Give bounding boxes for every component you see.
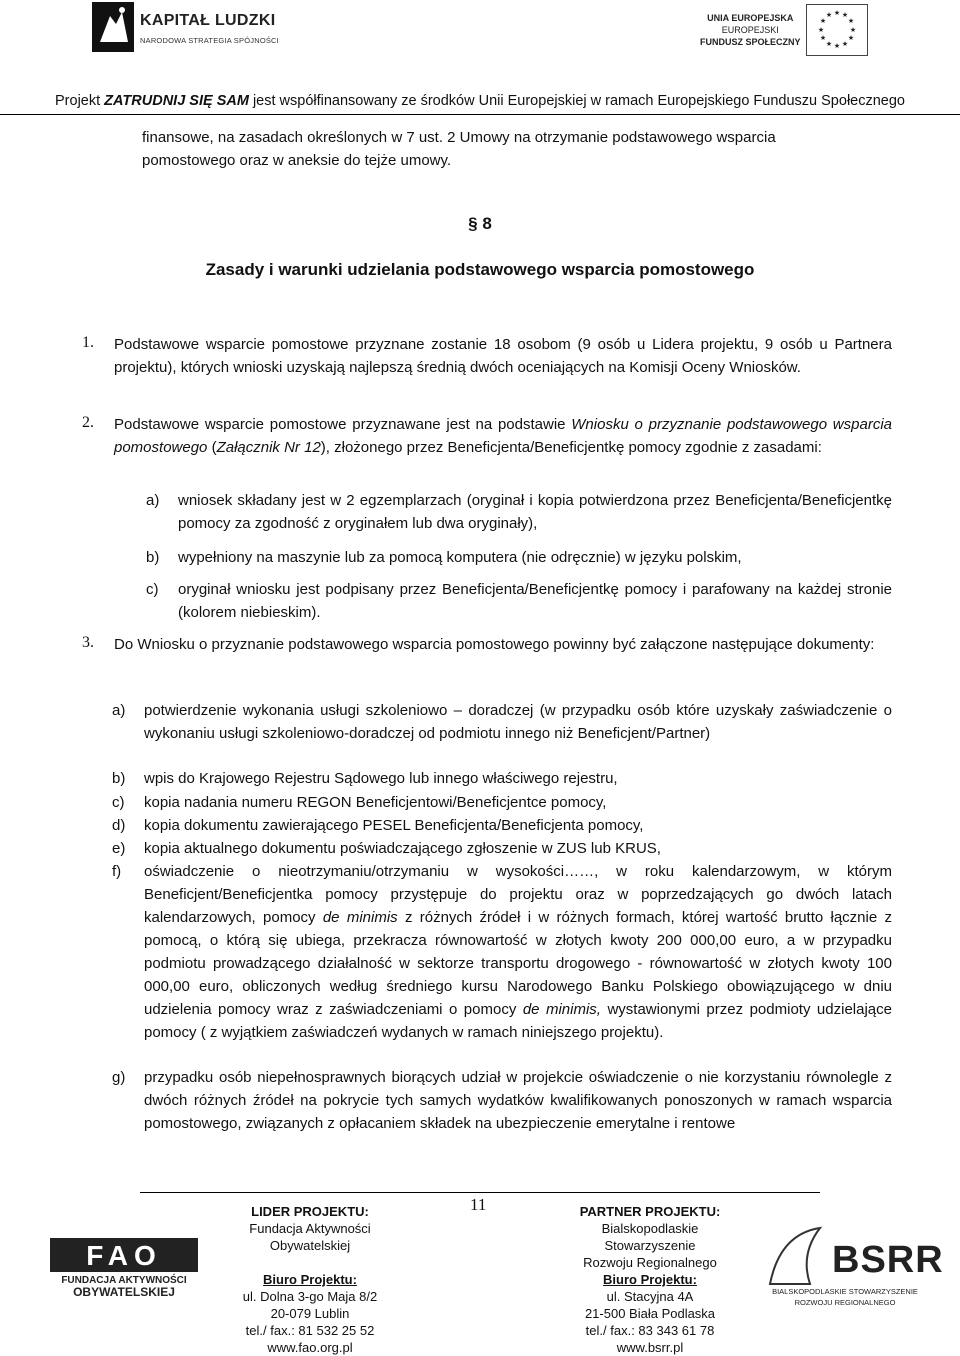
partner-info: PARTNER PROJEKTU: Bialskopodlaskie Stowarzyszenie Rozwoju Regionalnego Biuro Projektu: ul. Stacyjna 4A 21-500 Biała Podlaska tel./ fax.: 83 343 61 78 www.bsrr.pl	[560, 1203, 740, 1356]
project-banner: Projekt ZATRUDNIJ SIĘ SAM jest współfinansowany ze środków Unii Europejskiej w ramach Europejskiego Funduszu Społecznego	[55, 93, 905, 109]
kapital-ludzki-subtitle: NARODOWA STRATEGIA SPÓJNOŚCI	[140, 36, 279, 45]
p3-item-b: wpis do Krajowego Rejestru Sądowego lub innego właściwego rejestru,	[144, 770, 618, 787]
p2-item-a: wniosek składany jest w 2 egzemplarzach (oryginał i kopia potwierdzona przez Beneficjenta/Beneficjentkę pomocy za zgodność z oryginałem lub dwa oryginały),	[178, 492, 892, 532]
header-divider	[0, 114, 960, 115]
lider-website: www.fao.org.pl	[267, 1340, 353, 1355]
svg-text:★: ★	[819, 34, 827, 42]
p2-item-c: oryginał wniosku jest podpisany przez Beneficjenta/Beneficjentkę pomocy i parafowany na każdej stronie (kolorem niebieskim).	[178, 581, 892, 621]
p2-item-a-label: a)	[146, 492, 160, 509]
section-title: Zasady i warunki udzielania podstawowego wsparcia pomostowego	[205, 260, 755, 279]
bsrr-logo	[760, 1214, 944, 1314]
p2-item-b: wypełniony na maszynie lub za pomocą komputera (nie odręcznie) w języku polskim,	[178, 549, 742, 566]
p3-item-a-label: a)	[112, 702, 126, 719]
p3-item-g-label: g)	[112, 1069, 126, 1086]
p3-item-c: kopia nadania numeru REGON Beneficjentowi/Beneficjentce pomocy,	[144, 794, 607, 811]
svg-text:★: ★	[841, 40, 849, 48]
svg-text:★: ★	[825, 40, 833, 48]
svg-text:★: ★	[817, 26, 825, 34]
p3-item-b-label: b)	[112, 770, 126, 787]
paragraph-2: Podstawowe wsparcie pomostowe przyznawane jest na podstawie Wniosku o przyznanie podstawowego wsparcia pomostowego (Załącznik Nr 12), złożonego przez Beneficjenta/Beneficjentkę pomocy zgodnie z zasadami:	[114, 416, 892, 456]
fao-logo-text-2: OBYWATELSKIEJ	[73, 1285, 175, 1299]
p2-item-c-label: c)	[146, 581, 159, 598]
section-number: § 8	[468, 214, 492, 233]
eu-flag-icon	[806, 4, 868, 56]
page-header	[0, 0, 960, 120]
p3-item-f: oświadczenie o nieotrzymaniu/otrzymaniu w wysokości……, w roku kalendarzowym, w którym Beneficjent/Beneficjentka pomocy przystępuje do projektu oraz w poprzedzających go dwóch latach kalendarzowych, pomocy de minimis z różnych źródeł i w różnych formach, której wartość brutto łącznie z pomocą, o którą się ubiega, przekracza równowartość w złotych kwoty 200 000,00 euro, a w przypadku podmiotu prowadzącego działalność w sektorze transportu drogowego - równowartość w złotych kwoty 100 000,00 euro, obliczonych według średniego kursu Narodowego Banku Polskiego obowiązującego w dniu udzielenia pomocy wraz z zaświadczeniami o pomocy de minimis, wystawionymi przez podmioty udzielające pomocy ( z wyjątkiem zaświadczeń wydanych w ramach niniejszego projektu).	[144, 863, 892, 1041]
lider-info: LIDER PROJEKTU: Fundacja Aktywności Obywatelskiej Biuro Projektu: ul. Dolna 3-go Maja 8/2 20-079 Lublin tel./ fax.: 81 532 25 52 www.fao.org.pl	[220, 1203, 400, 1356]
p3-item-e-label: e)	[112, 840, 126, 857]
svg-text:★: ★	[847, 34, 855, 42]
svg-text:★: ★	[849, 26, 857, 34]
p3-item-d: kopia dokumentu zawierającego PESEL Beneficjenta/Beneficjenta pomocy,	[144, 817, 644, 834]
page-number: 11	[470, 1195, 487, 1214]
partner-website: www.bsrr.pl	[616, 1340, 684, 1355]
paragraph-1: Podstawowe wsparcie pomostowe przyznane zostanie 18 osobom (9 osób u Lidera projektu, 9 osób u Partnera projektu), których wnioski uzyskają najlepszą średnią dwóch oceniających na Komisji Oceny Wniosków.	[114, 336, 892, 376]
p2-item-b-label: b)	[146, 549, 160, 566]
svg-text:★: ★	[841, 11, 849, 19]
p3-item-g: przypadku osób niepełnosprawnych biorących udział w projekcie oświadczenie o nie korzystaniu równolegle z dwóch różnych źródeł na pokrycie tych samych wydatków kwalifikowanych ponoszonych w ramach wsparcia pomostowego, związanych z opłacaniem składek na ubezpieczenie emerytalne i rentowe	[144, 1069, 892, 1132]
svg-text:★: ★	[825, 11, 833, 19]
p3-item-c-label: c)	[112, 794, 125, 811]
bsrr-logo-text-2: ROZWOJU REGIONALNEGO	[794, 1298, 896, 1307]
svg-text:★: ★	[847, 17, 855, 25]
footer-divider	[140, 1192, 820, 1193]
eu-text: UNIA EUROPEJSKA EUROPEJSKI FUNDUSZ SPOŁECZNY	[700, 13, 801, 47]
intro-line-1: finansowe, na zasadach określonych w 7 ust. 2 Umowy na otrzymanie podstawowego wsparcia	[142, 129, 776, 146]
paragraph-2-label: 2.	[82, 414, 94, 431]
kapital-ludzki-logo	[92, 2, 282, 60]
svg-text:BSRR: BSRR	[832, 1239, 944, 1281]
svg-text:★: ★	[833, 9, 841, 17]
paragraph-3-label: 3.	[82, 634, 94, 651]
paragraph-1-label: 1.	[82, 334, 94, 351]
svg-text:FAO: FAO	[86, 1240, 162, 1271]
kapital-ludzki-title: KAPITAŁ LUDZKI	[140, 12, 276, 29]
paragraph-3: Do Wniosku o przyznanie podstawowego wsparcia pomostowego powinny być załączone następujące dokumenty:	[114, 636, 875, 653]
fao-logo	[50, 1238, 198, 1298]
bsrr-logo-text-1: BIALSKOPODLASKIE STOWARZYSZENIE	[772, 1287, 918, 1296]
p3-item-a: potwierdzenie wykonania usługi szkoleniowo – doradczej (w przypadku osób które uzyskały zaświadczenie o wykonaniu usługi szkoleniowo-doradczej od podmiotu innego niż Beneficjent/Partner)	[144, 702, 892, 742]
p3-item-f-label: f)	[112, 863, 122, 880]
p3-item-e: kopia aktualnego dokumentu poświadczającego zgłoszenie w ZUS lub KRUS,	[144, 840, 661, 857]
svg-text:★: ★	[819, 17, 827, 25]
p3-item-d-label: d)	[112, 817, 126, 834]
fao-logo-text-1: FUNDACJA AKTYWNOŚCI	[61, 1275, 187, 1286]
intro-line-2: pomostowego oraz w aneksie do tejże umowy.	[142, 152, 452, 169]
svg-text:★: ★	[833, 42, 841, 50]
